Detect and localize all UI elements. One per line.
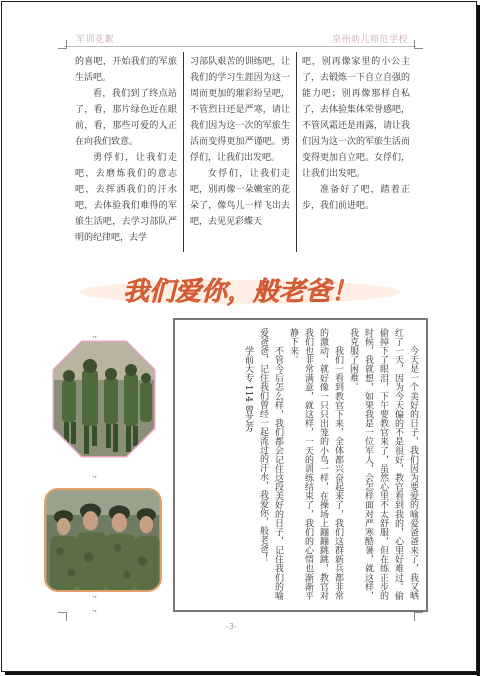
- soldiers-group-art: [46, 490, 160, 590]
- article-paragraph: 我们一看到教官下来，全体都兴奋起来了，我们这群新兵都非常的激动，就好像一只只出笼的小鸟一样，在操场上蹦蹦跳跳，教官对我们也非常满意，就这样，一天的训练结束了，我们的心情也渐渐平静下来。: [288, 328, 343, 600]
- header-rule: [64, 46, 416, 47]
- column-divider: [296, 52, 297, 252]
- margin-mark: .,: [92, 590, 98, 599]
- marching-photo: [52, 340, 156, 458]
- paragraph: 的喜吧，开始我们的军旅生活吧。: [75, 57, 177, 83]
- banner-title: 我们爱你，般老爸！: [122, 277, 358, 307]
- article-paragraph: 不管今后怎么样，我们都会记住这段美好的日子，记住我们的喻爱爸爸，记住我们曾经一起流过的汗水，我爱你，般老爸！: [258, 328, 283, 600]
- column-divider: [183, 52, 184, 252]
- article-paragraph: 今天是一个美好的日子，我们因为要爱的喻爱爸爸来了，我又晒红了一天，因为今天偏的不是很好，教官看到我的，心里好难过。偷偷掉下了眼泪，下午要教官来了，虽然心里不太舒服，但在练正步的时候，我就想，如果我是一位军人，会怎样面对严寒酷暑，就这样，我克服了困难。: [348, 328, 418, 600]
- paragraph: 勇俘们，让我们走吧，去磨炼我们的意志吧，去挥洒我们的汗水吧，去体验我们难得的军旅生活吧，去学习部队严明的纪律吧，去学: [75, 153, 177, 243]
- article-text: [183, 328, 420, 600]
- page-number: -3-: [226, 622, 237, 631]
- crop-mark-bottom-left: [58, 612, 67, 621]
- paragraph: 看，我们到了终点站了，看，那片绿色近在眼前，看，那些可爱的人正在向我们致意。: [75, 89, 177, 147]
- title-banner: [80, 268, 400, 312]
- paragraph: 吧，别再像家里的小公主了，去锻炼一下自立自强的能力吧；别再像那样自私了，去体验集体荣誉感吧，不管风霜还是雨露，请让我们因为这一次的军旅生活而变得更加自立吧。女俘们，让我们出发吧。: [302, 57, 411, 179]
- header-right: 泉州幼儿师范学校: [332, 35, 409, 45]
- crop-mark-top-left: [58, 40, 67, 49]
- crop-mark-bottom-right: [414, 612, 423, 621]
- text-column-3: [302, 54, 410, 214]
- paragraph: 女俘们，让我们走吧，别再像一朵嫩室的花朵了，像鸟儿一样飞出去吧，去见见彩蝶天: [190, 169, 290, 227]
- article-signature: 学前大专 114 曾艺芳: [243, 346, 253, 432]
- margin-mark: .,: [92, 330, 98, 339]
- text-column-1: [75, 54, 177, 246]
- crop-mark-top-right: [414, 40, 423, 49]
- paragraph: 准备好了吧，踏着正步，我们前进吧。: [302, 185, 410, 211]
- article-box: [173, 318, 428, 612]
- paragraph: 习部队艰苦的训练吧，让我们的学习生涯因为这一周而更加的璀彩纷呈吧，不管烈日还是严寒，请让我们因为这一次的军旅生活而变得更加严谨吧。勇俘们，让我们出发吧。: [190, 57, 290, 163]
- margin-mark: .,: [92, 470, 98, 479]
- title-banner-art: [80, 268, 400, 312]
- header-left: 军训花絮: [76, 35, 115, 45]
- text-column-2: [190, 54, 290, 230]
- margin-mark: .,: [92, 604, 98, 613]
- soldiers-group-photo: [44, 488, 162, 592]
